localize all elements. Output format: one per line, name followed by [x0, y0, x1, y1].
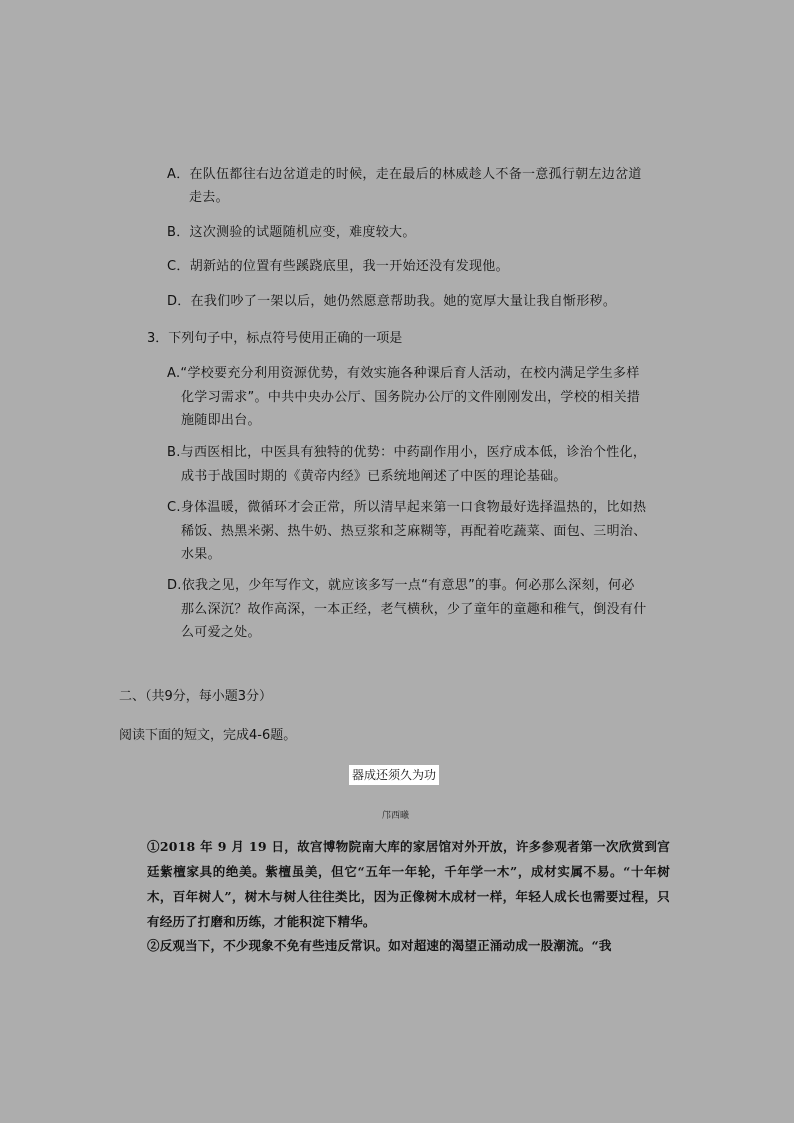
option-text-line: 施随即出台。 — [181, 413, 261, 428]
option-label: D. — [167, 578, 182, 593]
q3-option-c — [167, 496, 647, 567]
option-text-line: 么可爱之处。 — [181, 625, 261, 640]
section-instruction: 阅读下面的短文，完成4-6题。 — [119, 728, 297, 743]
q2-option-d — [167, 290, 616, 313]
q3-option-b — [167, 441, 646, 488]
option-text-line: 与西医相比，中医具有独特的优势：中药副作用小，医疗成本低，诊治个性化， — [180, 445, 647, 460]
option-text-line: 成书于战国时期的《黄帝内经》已系统地阐述了中医的理论基础。 — [181, 468, 567, 484]
section-heading: 二、（共9分，每小题3分） — [119, 689, 273, 704]
article-title: 器成还须久为功 — [349, 765, 439, 785]
option-text-line: 水果。 — [181, 547, 221, 562]
option-label: C． — [167, 259, 190, 274]
article-paragraph: ②反观当下，不少现象不免有些违反常识。如对超速的渴望正涌动成一股潮流。“我 — [147, 938, 612, 953]
option-text-line: 稀饭、热黑米粥、热牛奶、热豆浆和芝麻糊等，再配着吃蔬菜、面包、三明治、 — [181, 523, 647, 539]
q3-option-a — [167, 362, 640, 433]
option-text-line: 在队伍都往右边岔道走的时候，走在最后的林威趁人不备一意孤行朝左边岔道 — [189, 167, 642, 182]
option-label: A. — [167, 366, 181, 381]
q2-option-a — [167, 163, 642, 209]
article-paragraph: ①2018 年 9 月 19 日，故宫博物院南大库的家居馆对外开放，许多参观者第一次欣赏到宫廷紫檀家具的绝美。紫檀虽美，但它“五年一年轮，千年学一木”，成材实属不易。“十年树木，百年树人”，树木与树人往往类比，因为正像树木成材一样，年轻人成长也需要过程，只有经历了打磨和历练，才能积淀下精华。 — [147, 839, 670, 929]
option-text-line: 那么深沉？故作高深，一本正经，老气横秋，少了童年的童趣和稚气，倒没有什 — [181, 601, 647, 617]
article-author: 邝西曦 — [382, 811, 410, 821]
option-text-line: 在我们吵了一架以后，她仍然愿意帮助我。她的宽厚大量让我自惭形秽。 — [190, 294, 617, 309]
option-label: B. — [167, 445, 181, 460]
option-text-line: 走去。 — [189, 190, 229, 205]
option-text-line: 胡新站的位置有些蹊跷底里，我一开始还没有发现他。 — [189, 259, 509, 274]
option-text-line: 身体温暖，微循环才会正常，所以清早起来第一口食物最好选择温热的，比如热 — [180, 500, 647, 515]
q2-option-c — [167, 255, 509, 278]
option-text-line: “学校要充分利用资源优势，有效实施各种课后育人活动，在校内满足学生多样 — [180, 366, 640, 381]
option-label: D． — [167, 294, 191, 309]
option-text-line: 化学习需求”。中共中央办公厅、国务院办公厅的文件刚刚发出，学校的相关措 — [181, 389, 641, 405]
option-text-line: 这次测验的试题随机应变，难度较大。 — [189, 225, 416, 240]
option-label: B． — [167, 225, 190, 240]
option-label: A． — [167, 167, 190, 182]
option-text-line: 依我之见，少年写作文，就应该多写一点“有意思”的事。何必那么深刻，何必 — [181, 578, 635, 593]
q2-option-b — [167, 221, 416, 244]
q3-stem: 3．下列句子中，标点符号使用正确的一项是 — [147, 331, 403, 346]
option-label: C. — [167, 500, 181, 515]
q3-option-d — [167, 574, 647, 645]
